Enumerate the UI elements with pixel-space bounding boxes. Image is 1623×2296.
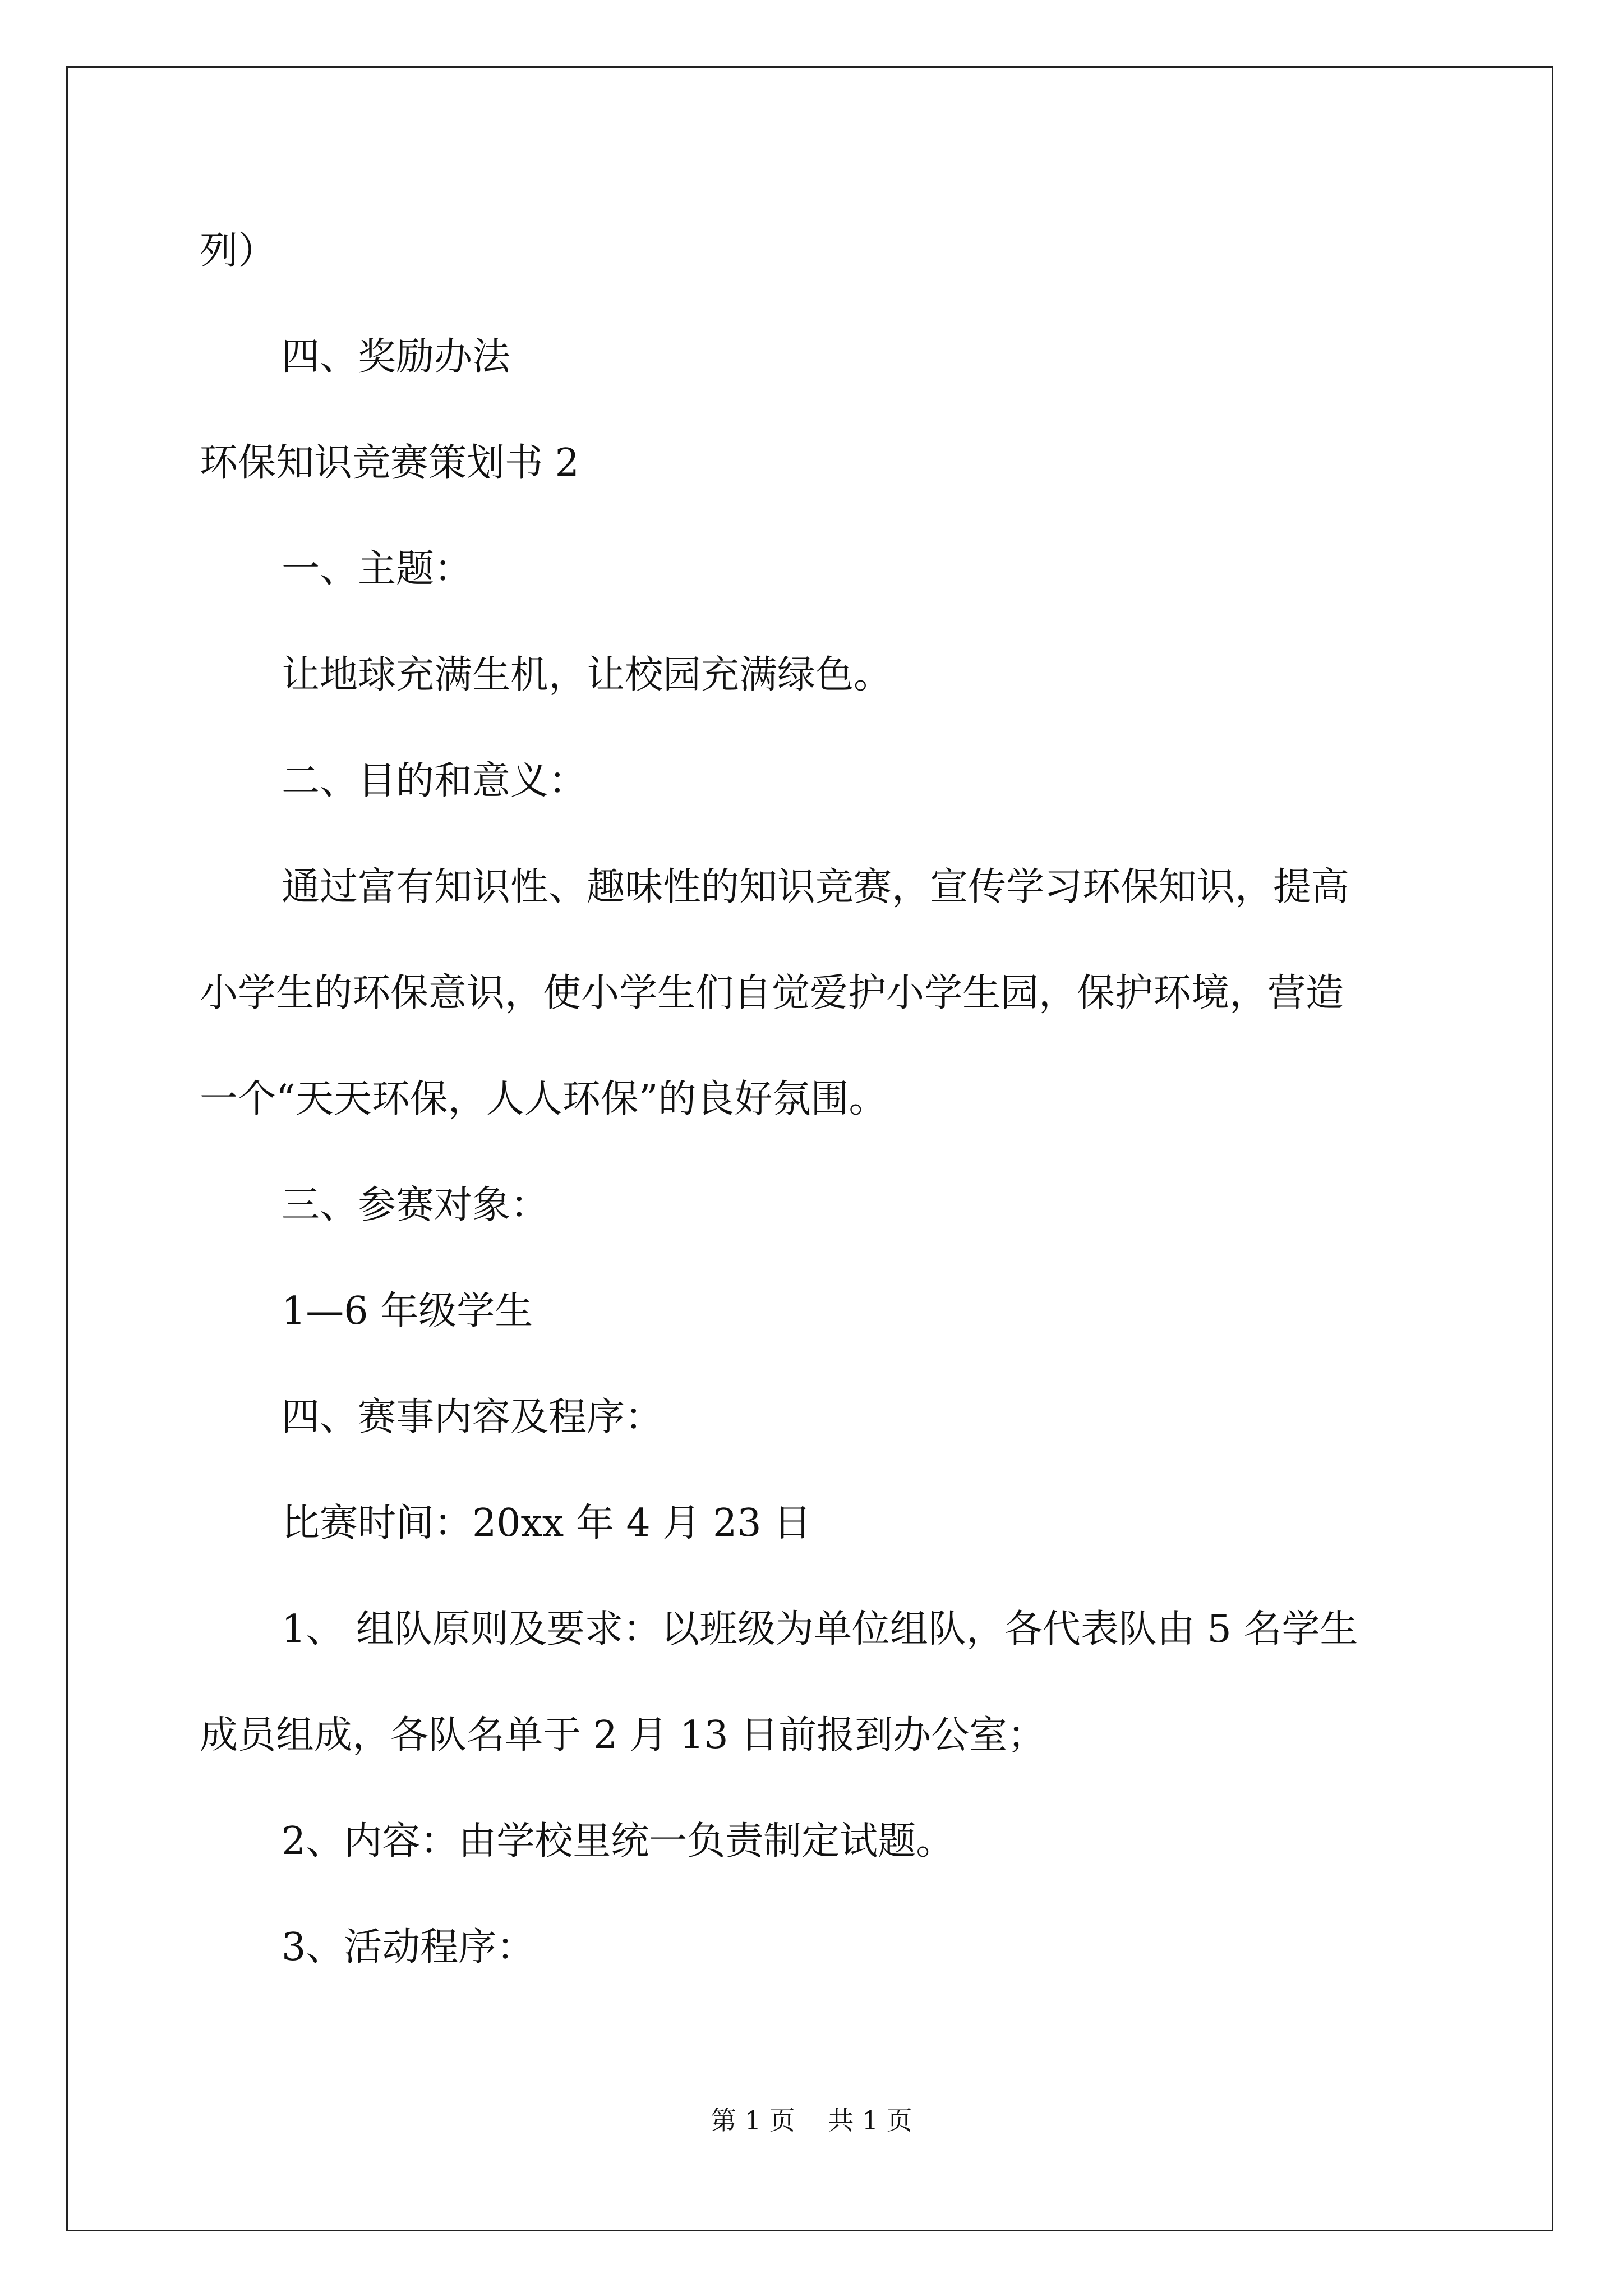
- text-line: 让地球充满生机，让校园充满绿色。: [282, 653, 892, 697]
- section-heading: 二、目的和意义：: [282, 759, 587, 803]
- text-line: 成员组成，各队名单于 2 月 13 日前报到办公室；: [200, 1713, 1046, 1757]
- text-line: 通过富有知识性、趣味性的知识竞赛，宣传学习环保知识，提高: [282, 865, 1350, 909]
- text-line: 一个“天天环保，人人环保”的良好氛围。: [200, 1077, 887, 1121]
- section-heading: 一、主题：: [282, 547, 473, 591]
- text-line: 2、内容：由学校里统一负责制定试题。: [282, 1819, 955, 1864]
- section-heading: 三、参赛对象：: [282, 1183, 549, 1227]
- text-line: 小学生的环保意识，使小学生们自觉爱护小学生园，保护环境，营造: [200, 971, 1344, 1015]
- text-line: 比赛时间：20xx 年 4 月 23 日: [282, 1501, 812, 1545]
- section-heading: 四、奖励办法: [282, 335, 511, 379]
- page-footer: 第 1 页 共 1 页: [711, 2105, 912, 2136]
- text-line: 1—6 年级学生: [282, 1289, 533, 1333]
- text-line: 3、活动程序：: [282, 1925, 535, 1970]
- section-heading: 四、赛事内容及程序：: [282, 1395, 663, 1439]
- text-line: 1、 组队原则及要求：以班级为单位组队，各代表队由 5 名学生: [282, 1607, 1358, 1651]
- text-line: 列）: [200, 229, 276, 273]
- document-title: 环保知识竞赛策划书 2: [200, 441, 579, 485]
- page-border: [66, 66, 1553, 2231]
